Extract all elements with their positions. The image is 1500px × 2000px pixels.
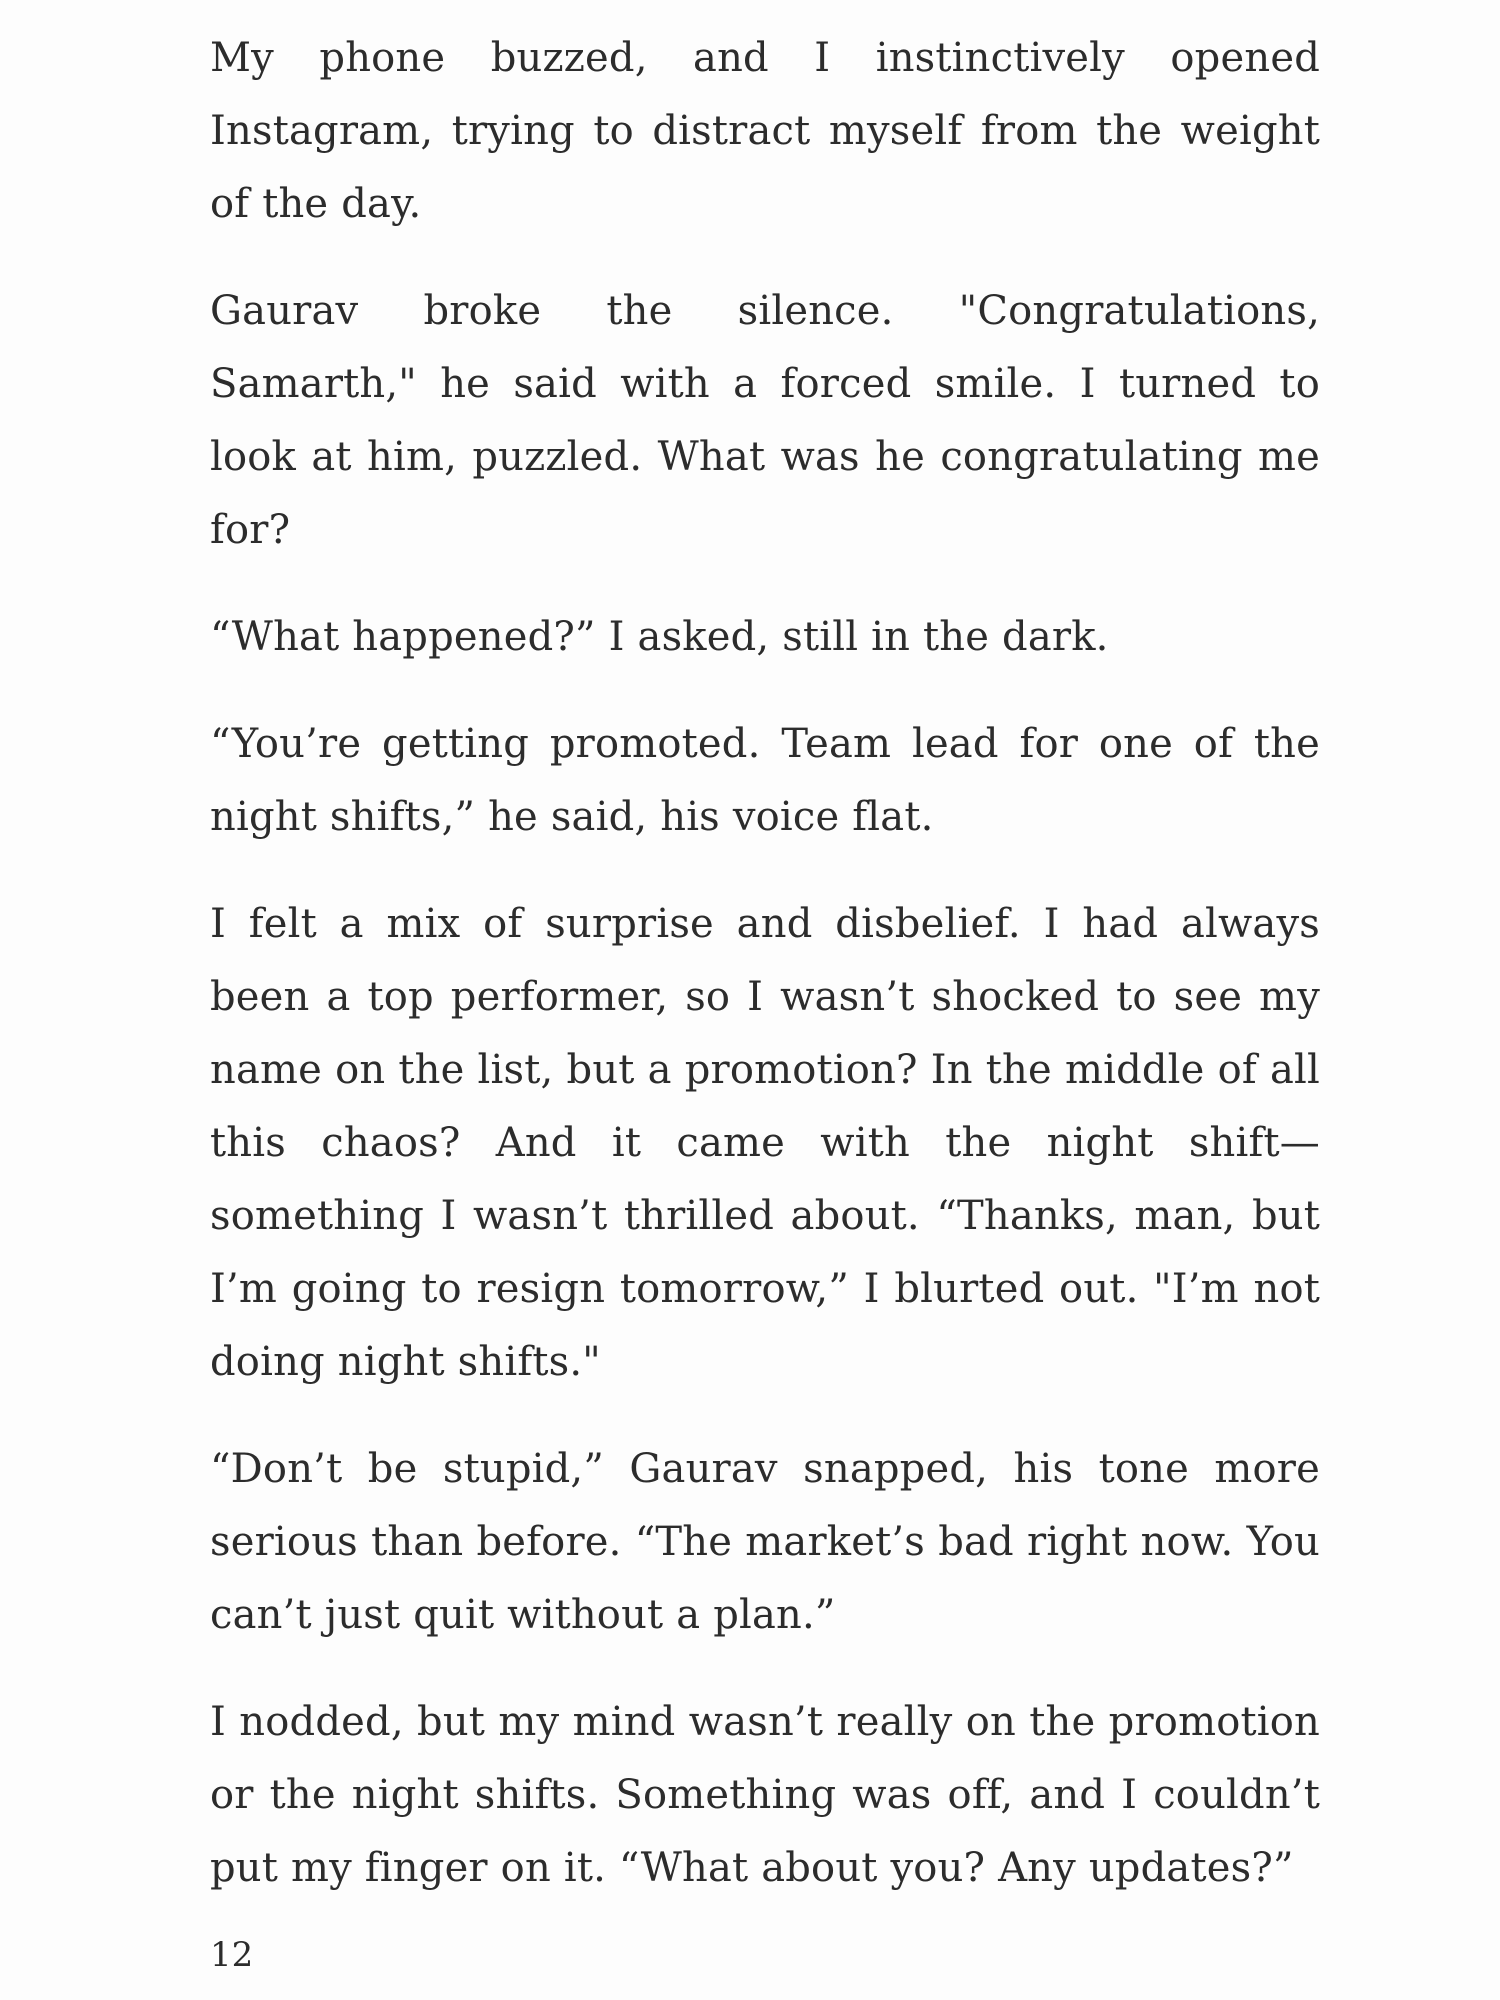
paragraph-2: Gaurav broke the silence. "Congratulations, Samarth," he said with a forced smile. I turned to look at him, puzzled. What was he congratulating me for? [210, 288, 1320, 553]
paragraph-3: “What happened?” I asked, still in the dark. [210, 614, 1109, 660]
body-text [210, 22, 1320, 1939]
page-number: 12 [210, 1935, 254, 1975]
paragraph-6: “Don’t be stupid,” Gaurav snapped, his tone more serious than before. “The market’s bad right now. You can’t just quit without a plan.” [210, 1446, 1320, 1638]
paragraph-5: I felt a mix of surprise and disbelief. I had always been a top performer, so I wasn’t shocked to see my name on the list, but a promotion? In the middle of all this chaos? And it came with the night shift—something I wasn’t thrilled about. “Thanks, man, but I’m going to resign tomorrow,” I blurted out. "I’m not doing night shifts." [210, 901, 1320, 1385]
paragraph-7: I nodded, but my mind wasn’t really on the promotion or the night shifts. Something was off, and I couldn’t put my finger on it. “What about you? Any updates?” [210, 1699, 1320, 1891]
paragraph-4: “You’re getting promoted. Team lead for one of the night shifts,” he said, his voice flat. [210, 721, 1320, 840]
paragraph-1: My phone buzzed, and I instinctively opened Instagram, trying to distract myself from the weight of the day. [210, 35, 1320, 227]
